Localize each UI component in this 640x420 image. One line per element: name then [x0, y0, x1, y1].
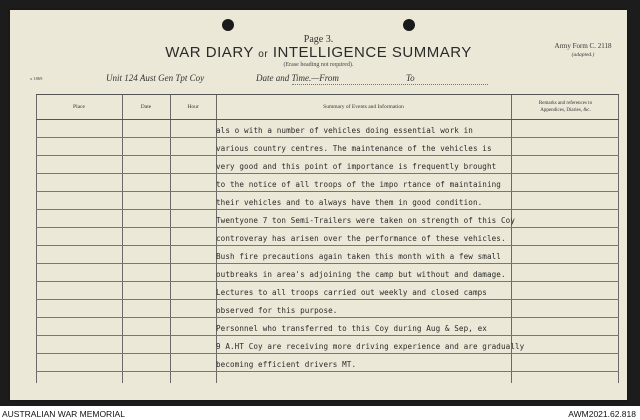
diary-entry-line: controveray has arisen over the performance of these vehicles. — [216, 234, 506, 243]
row-rule — [36, 209, 619, 210]
war-diary-form — [10, 10, 627, 400]
row-rule — [36, 191, 619, 192]
diary-entry-line: Bush fire precautions again taken this month with a few small — [216, 252, 501, 261]
punch-hole — [403, 19, 415, 31]
punch-hole — [222, 19, 234, 31]
diary-entry-line: Lectures to all troops carried out weekly and closed camps — [216, 288, 487, 297]
diary-entry-line: Personnel who transferred to this Coy during Aug & Sep, ex — [216, 324, 487, 333]
row-rule — [36, 155, 619, 156]
column-rule — [36, 95, 37, 383]
row-rule — [36, 245, 619, 246]
diary-entry-line: becoming efficient drivers MT. — [216, 360, 357, 369]
row-rule — [36, 371, 619, 372]
remarks-header-line: Appendices, Diaries, &c. — [540, 108, 591, 113]
form-print-code: x 1869 — [30, 76, 43, 81]
header-rule — [36, 119, 619, 120]
row-rule — [36, 335, 619, 336]
date-time-field — [256, 73, 488, 83]
diary-entry-line: very good and this point of importance is frequently brought — [216, 162, 497, 171]
archive-reference-number: AWM2021.62.818 — [568, 409, 636, 419]
column-rule — [618, 95, 619, 383]
diary-entry-line: to the notice of all troops of the impo rtance of maintaining — [216, 180, 501, 189]
row-rule — [36, 317, 619, 318]
army-form-number: Army Form C. 2118 — [554, 42, 612, 50]
column-rule — [511, 95, 512, 383]
row-rule — [36, 173, 619, 174]
row-rule — [36, 263, 619, 264]
archive-caption: AUSTRALIAN WAR MEMORIAL — [2, 409, 125, 419]
diary-entry-line: outbreaks in area's adjoining the camp but without and damage. — [216, 270, 506, 279]
row-rule — [36, 137, 619, 138]
page-number: Page 3. — [303, 34, 334, 45]
diary-table — [36, 94, 619, 383]
army-form-adapted: (adapted.) — [571, 52, 595, 58]
diary-entry-line: their vehicles and to always have them in good condition. — [216, 198, 483, 207]
column-header-date: Date — [140, 104, 152, 110]
title-or: or — [258, 49, 269, 60]
unit-field: Unit 124 Aust Gen Tpt Coy — [106, 73, 205, 83]
diary-entry-line: 9 A.HT Coy are receiving more driving experience and are gradually — [216, 342, 525, 351]
column-rule — [122, 95, 123, 383]
form-subtitle: (Erase heading not required). — [283, 62, 354, 68]
row-rule — [36, 227, 619, 228]
remarks-header-line: Remarks and references to — [538, 101, 593, 106]
column-header-remarks — [512, 100, 619, 114]
army-form-reference — [548, 42, 618, 60]
diary-entry-line: observed for this purpose. — [216, 306, 338, 315]
row-rule — [36, 299, 619, 300]
date-dotted-rule — [292, 84, 488, 85]
title-intelligence-summary: INTELLIGENCE SUMMARY — [272, 44, 472, 61]
diary-entry-line: Twentyone 7 ton Semi-Trailers were taken on strength of this Coy — [216, 216, 515, 225]
diary-entry-line: various country centres. The maintenance of the vehicles is — [216, 144, 492, 153]
diary-entry-line: als o with a number of vehicles doing essential work in — [216, 126, 473, 135]
date-to-label: To — [406, 73, 415, 83]
date-time-label: Date and Time.—From — [256, 73, 339, 83]
column-rule — [170, 95, 171, 383]
row-rule — [36, 353, 619, 354]
form-title — [10, 44, 627, 61]
title-war-diary: WAR DIARY — [165, 44, 254, 61]
row-rule — [36, 281, 619, 282]
column-header-hour: Hour — [187, 104, 199, 110]
column-header-place: Place — [73, 104, 85, 110]
column-header-summary: Summary of Events and Information — [323, 104, 404, 110]
